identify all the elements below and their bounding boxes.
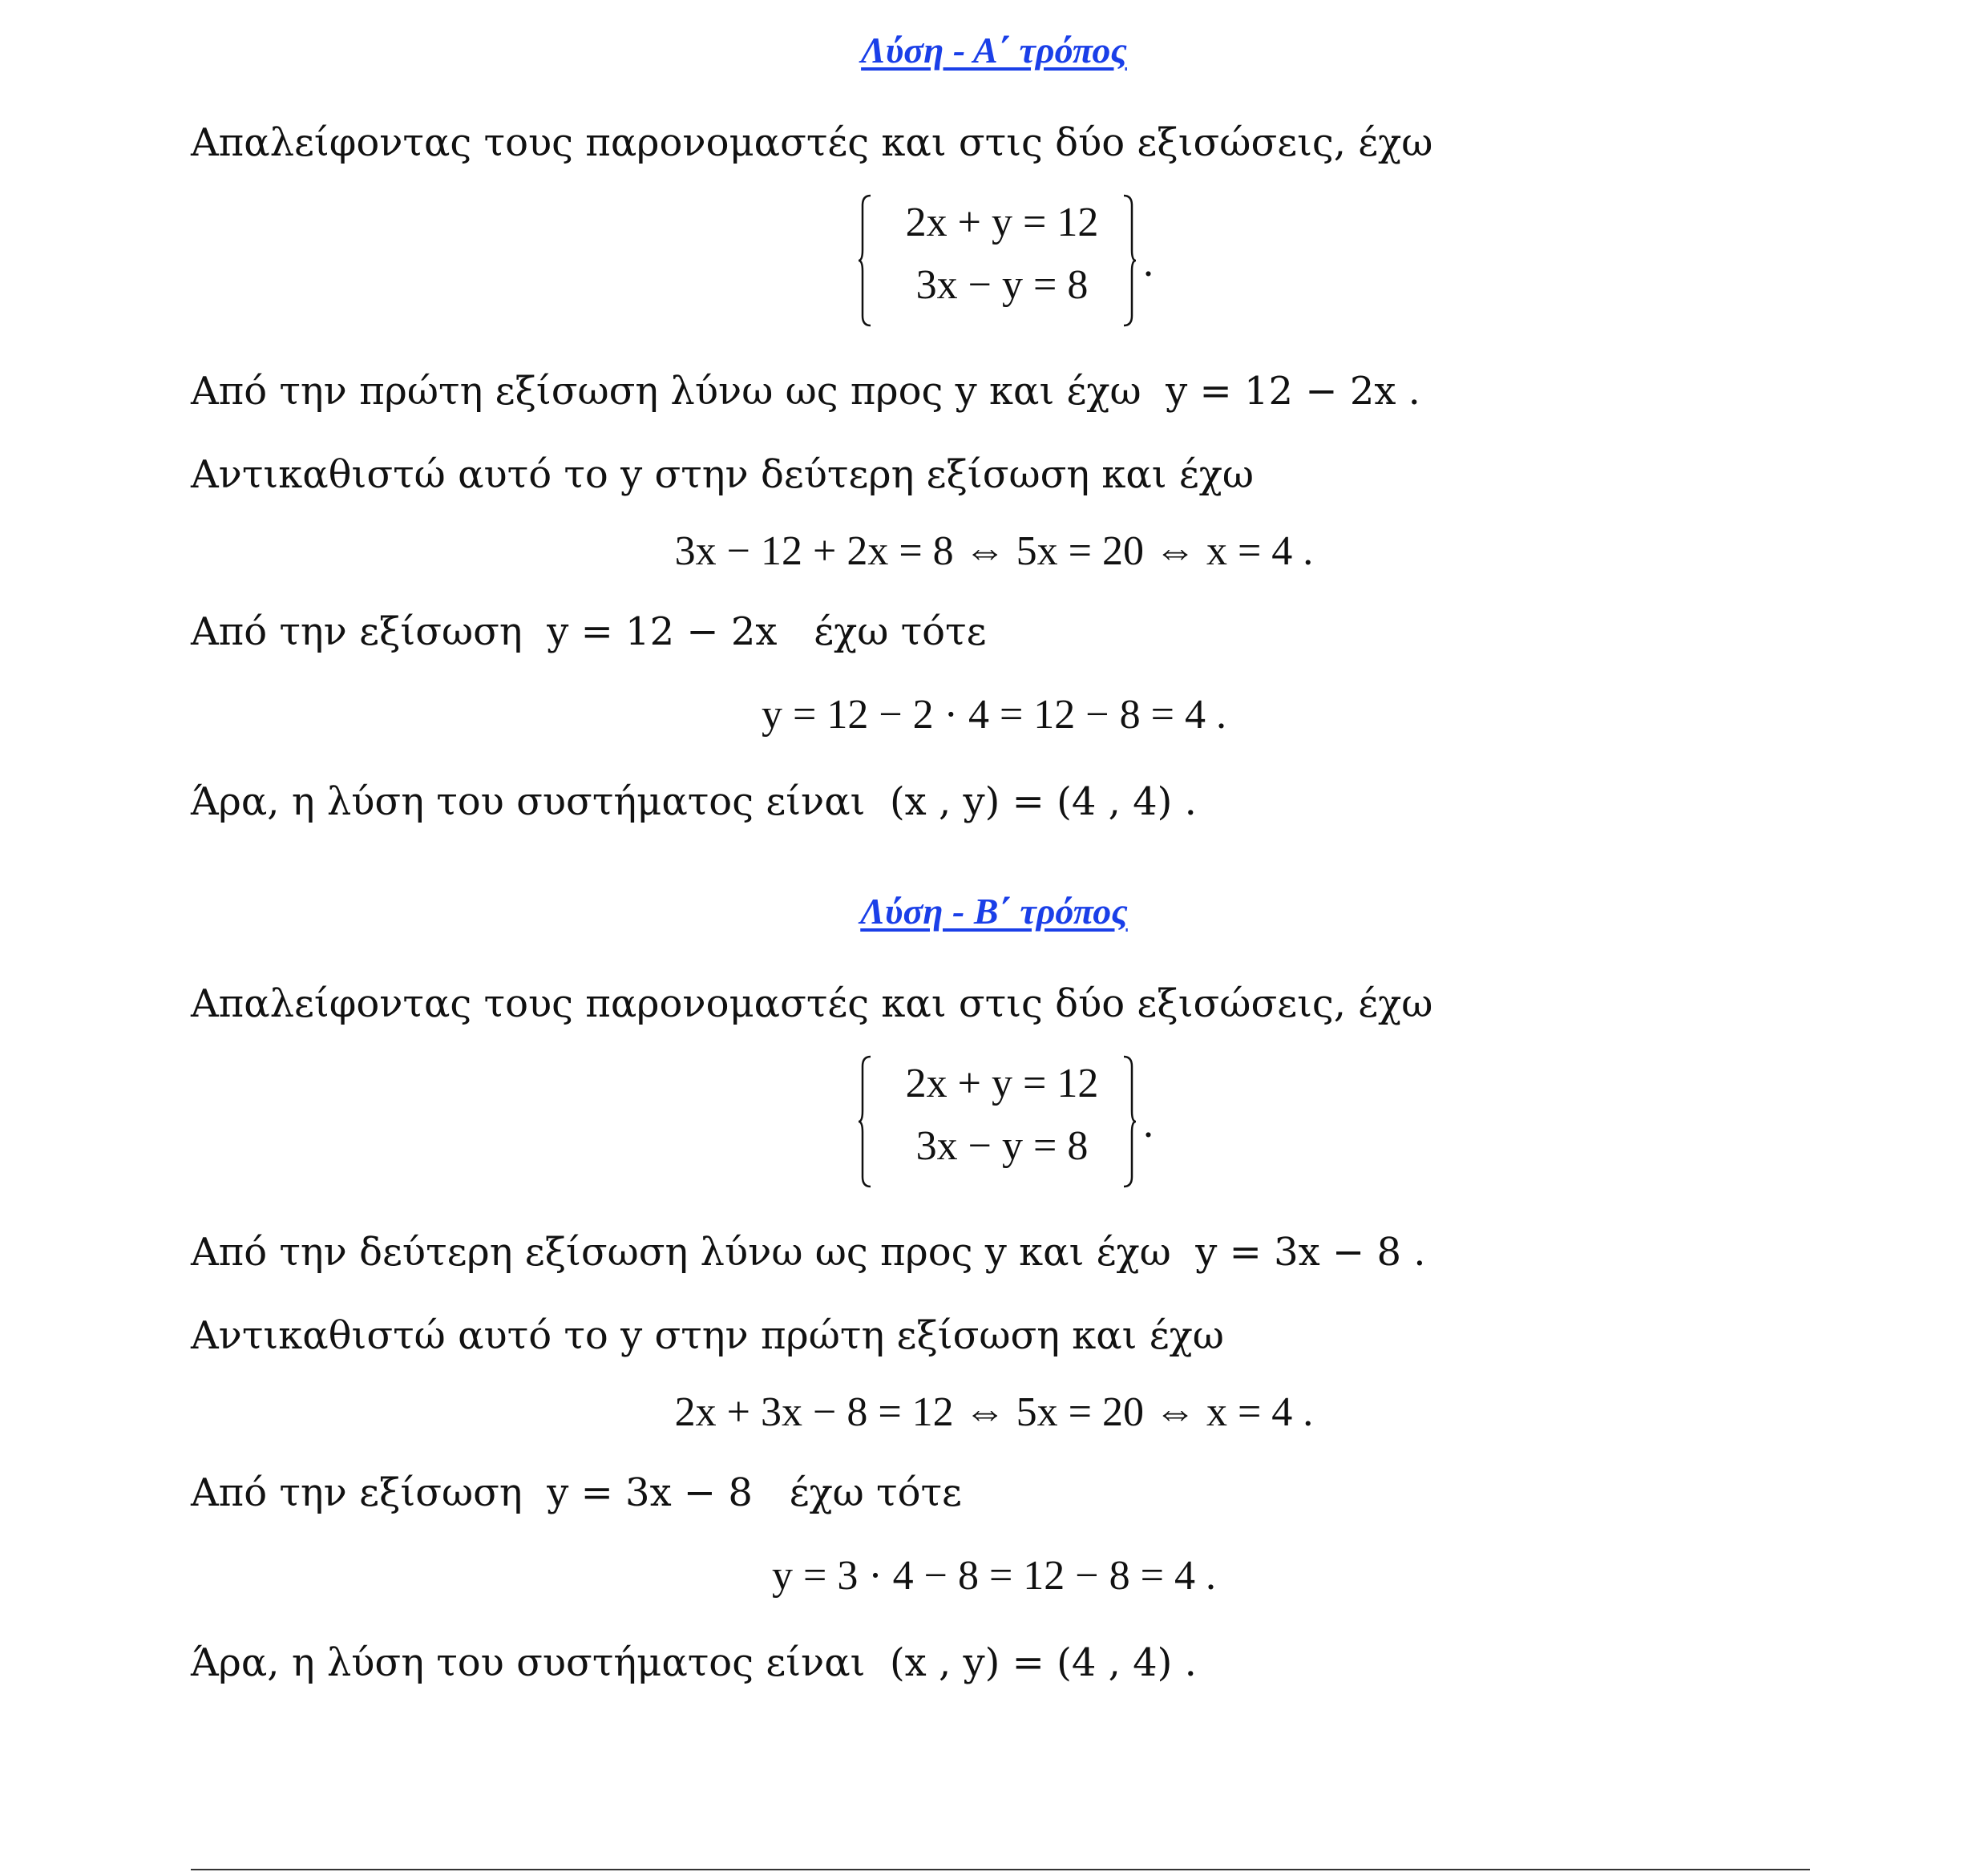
section-a-heading: Λύση - Α΄ τρόπος xyxy=(861,30,1127,71)
system-terminator: . xyxy=(1143,1101,1154,1146)
section-a-step3: Από την εξίσωση y = 12 − 2x έχω τότε xyxy=(191,609,987,654)
section-b-heading: Λύση - Β΄ τρόπος xyxy=(860,891,1128,932)
section-b-step2: Αντικαθιστώ αυτό το y στην πρώτη εξίσωση και έχω xyxy=(191,1313,1224,1358)
system-equation-2: 3x − y = 8 xyxy=(915,1123,1089,1169)
section-b-y-equation: y = 3 · 4 − 8 = 12 − 8 = 4 . xyxy=(772,1553,1216,1599)
system-terminator: . xyxy=(1143,240,1154,285)
system-equation-2: 3x − y = 8 xyxy=(915,262,1089,308)
section-a-step2: Αντικαθιστώ αυτό το y στην δεύτερη εξίσωση και έχω xyxy=(191,452,1254,497)
section-b-intro: Απαλείφοντας τους παρονομαστές και στις δύο εξισώσεις, έχω xyxy=(191,981,1433,1026)
section-a-solve-equation: 3x − 12 + 2x = 8 ⇔ 5x = 20 ⇔ x = 4 . xyxy=(674,528,1314,574)
section-b-solve-equation: 2x + 3x − 8 = 12 ⇔ 5x = 20 ⇔ x = 4 . xyxy=(674,1389,1314,1435)
section-a-equation-system xyxy=(850,194,1154,330)
section-a-intro: Απαλείφοντας τους παρονομαστές και στις δύο εξισώσεις, έχω xyxy=(191,120,1433,165)
right-brace-icon xyxy=(1122,194,1137,327)
section-b-step1: Από την δεύτερη εξίσωση λύνω ως προς y και έχω y = 3x − 8 . xyxy=(191,1230,1426,1275)
section-b-conclusion: Άρα, η λύση του συστήματος είναι (x , y) = (4 , 4) . xyxy=(191,1640,1197,1685)
section-a-conclusion: Άρα, η λύση του συστήματος είναι (x , y) = (4 , 4) . xyxy=(191,779,1197,824)
section-b-equation-system xyxy=(850,1055,1154,1191)
section-b-step3: Από την εξίσωση y = 3x − 8 έχω τότε xyxy=(191,1470,962,1515)
section-a-step1: Από την πρώτη εξίσωση λύνω ως προς y και έχω y = 12 − 2x . xyxy=(191,369,1420,414)
section-a-y-equation: y = 12 − 2 · 4 = 12 − 8 = 4 . xyxy=(762,692,1226,738)
left-brace-icon xyxy=(858,1055,872,1188)
footer-divider xyxy=(191,1869,1810,1870)
right-brace-icon xyxy=(1122,1055,1137,1188)
system-equation-1: 2x + y = 12 xyxy=(905,1061,1099,1106)
system-equation-1: 2x + y = 12 xyxy=(905,200,1099,245)
left-brace-icon xyxy=(858,194,872,327)
